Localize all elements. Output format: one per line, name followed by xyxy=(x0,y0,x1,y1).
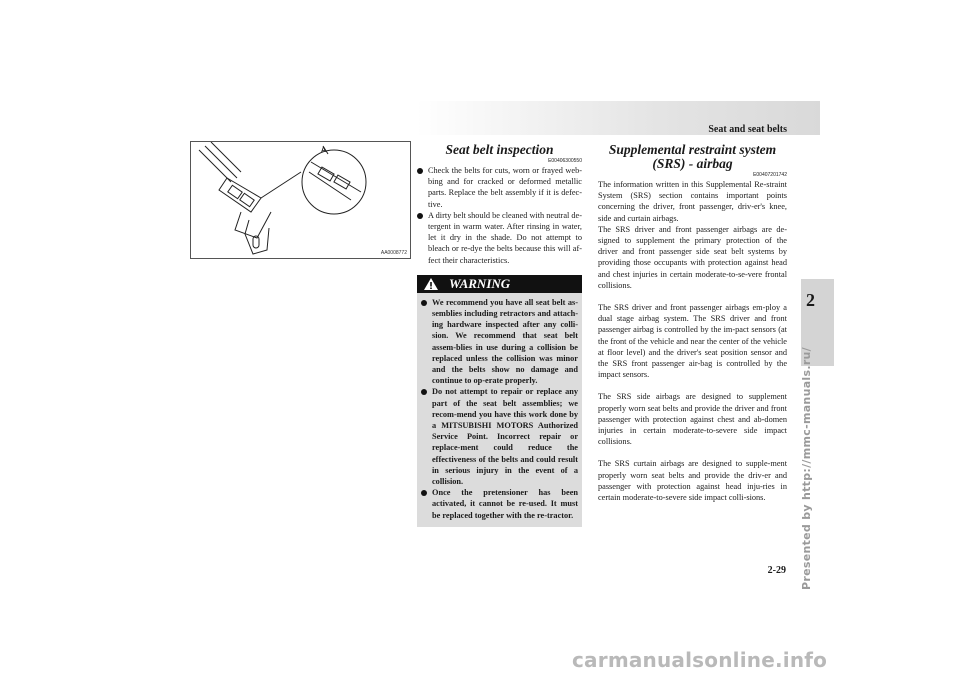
paragraph: The SRS driver and front passenger airbags em-ploy a dual stage airbag system. The SRS driver and front passenger airbag is controlled by the im-pact sensors (at the front of the vehicle and near the center of the vehicle at floor level) and the driver's seat position sensor and the SRS front passenger air-bag is controlled by the impact sensors. xyxy=(598,303,787,380)
bullet-icon xyxy=(421,389,427,395)
list-item: We recommend you have all seat belt as-semblies including retractors and attach-ing hardware inspected after any colli-sion. We recommend that seat belt assem-blies in use during a collision be replaced unless the collision was minor and the belts show no damage and continue to op-erate properly. xyxy=(421,297,578,387)
warning-box xyxy=(417,293,582,527)
figure-code: AA0008772 xyxy=(380,250,407,256)
list-item: A dirty belt should be cleaned with neutral de-tergent in warm water. After rinsing in water, let it dry in the shade. Do not attempt to bleach or re-dye the belts because this will af-fect their characteristics. xyxy=(417,210,582,266)
paragraph: The SRS side airbags are designed to supplement properly worn seat belts and provide the driver and front passenger with protection against chest and ab-domen injuries in certain moderate-to-severe side impact collisions. xyxy=(598,392,787,447)
section-title-line1: Supplemental restraint system xyxy=(608,142,777,157)
list-item: Once the pretensioner has been activated, it cannot be re-used. It must be replaced together with the re-tractor. xyxy=(421,487,578,521)
warning-title: WARNING xyxy=(449,275,511,291)
seat-belt-illustration xyxy=(190,141,411,259)
site-logo-text: carmanualsonline.info xyxy=(572,648,828,672)
list-item: Check the belts for cuts, worn or frayed web-bing and for cracked or deformed metallic parts. Replace the belt assembly if it is defec-tive. xyxy=(417,165,582,210)
bullet-icon xyxy=(417,168,423,174)
seat-belt-inspection-column xyxy=(417,143,582,527)
bullet-icon xyxy=(421,300,427,306)
chapter-tab-number: 2 xyxy=(806,290,815,310)
seat-belt-buckle-drawing xyxy=(191,142,410,258)
warning-header xyxy=(417,275,582,293)
bullet-icon xyxy=(417,213,423,219)
page-number: 2-29 xyxy=(767,565,786,576)
watermark-text: Presented by http://mmc-manuals.ru/ xyxy=(800,347,813,590)
section-title-line2: (SRS) - airbag xyxy=(652,156,733,171)
section-code: E00407201742 xyxy=(753,172,787,178)
page-header-title: Seat and seat belts xyxy=(708,124,787,135)
section-code: E00406300550 xyxy=(548,158,582,164)
section-title: Seat belt inspection xyxy=(445,142,554,157)
paragraph: The SRS curtain airbags are designed to supple-ment properly worn seat belts and provide the driv-er and passenger with protection against head inju-ries in certain moderate-to-severe side impact colli-sions. xyxy=(598,459,787,503)
paragraph: The SRS driver and front passenger airbags are de-signed to supplement the primary protection of the driver and front passenger side seat belt systems by providing those occupants with protection against head and chest injuries in certain moderate-to-se-vere frontal collisions. xyxy=(598,224,787,290)
callout-label: A xyxy=(321,147,327,154)
srs-airbag-column xyxy=(598,143,787,503)
paragraph: The information written in this Supplemental Re-straint System (SRS) section contains important points concerning the driver, front passenger, driv-er's knee, side and curtain airbags. xyxy=(598,180,787,223)
bullet-icon xyxy=(421,490,427,496)
warning-triangle-icon xyxy=(423,277,439,291)
list-item: Do not attempt to repair or replace any part of the seat belt assemblies; we recom-mend you have this work done by a MITSUBISHI MOTORS Authorized Service Point. Incorrect repair or replace-ment could reduce the effectiveness of the belts and could result in serious injury in the event of a collision. xyxy=(421,386,578,487)
